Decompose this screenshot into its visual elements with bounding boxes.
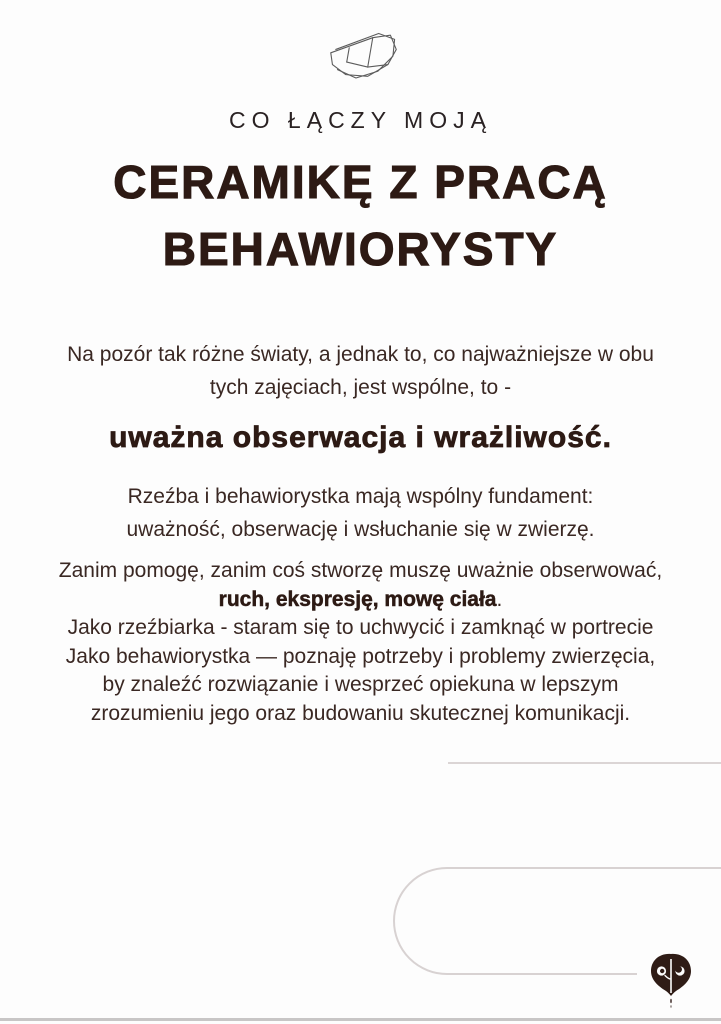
wireframe-nose-logo-icon: [0, 30, 721, 84]
process-line2-suffix: .: [496, 587, 503, 611]
dog-nose-icon: [649, 952, 693, 1010]
fundament-paragraph: [0, 480, 721, 546]
intro-line2: tych zajęciach, jest wspólne, to -: [209, 376, 512, 399]
process-line6: zrozumieniu jego oraz budowaniu skutecznej komunikacji.: [90, 701, 631, 725]
page-title-line1: CERAMIKĘ Z PRACĄ: [113, 156, 608, 208]
process-paragraph: [0, 557, 721, 728]
intro-line1: Na pozór tak różne światy, a jednak to, co najważniejsze w obu: [67, 343, 654, 366]
process-line2-bold: ruch, ekspresję, mowę ciała: [218, 587, 497, 611]
process-line5: by znaleźć rozwiązanie i wesprzeć opiekuna w lepszym: [102, 673, 619, 696]
page-title-line2: BEHAWIORYSTY: [162, 223, 559, 275]
eyebrow-heading: CO ŁĄCZY MOJĄ: [229, 107, 492, 133]
intro-paragraph: [0, 338, 721, 404]
fundament-line1: Rzeźba i behawiorystka mają wspólny fundament:: [127, 485, 594, 508]
bottom-border: [0, 1018, 721, 1021]
highlight-heading: uważna obserwacja i wrażliwość.: [109, 421, 612, 454]
process-line2: [0, 586, 721, 615]
fundament-line2: uważność, obserwację i wsłuchanie się w zwierzę.: [126, 518, 595, 541]
right-divider-line: [448, 762, 721, 764]
process-line1: Zanim pomogę, zanim coś stworzę muszę uważnie obserwować,: [58, 559, 663, 582]
process-line4: Jako behawiorystka — poznaję potrzeby i problemy zwierzęcia,: [65, 644, 656, 668]
page-title: [0, 149, 721, 283]
process-line3: Jako rzeźbiarka - staram się to uchwycić i zamknąć w portrecie: [67, 616, 654, 639]
